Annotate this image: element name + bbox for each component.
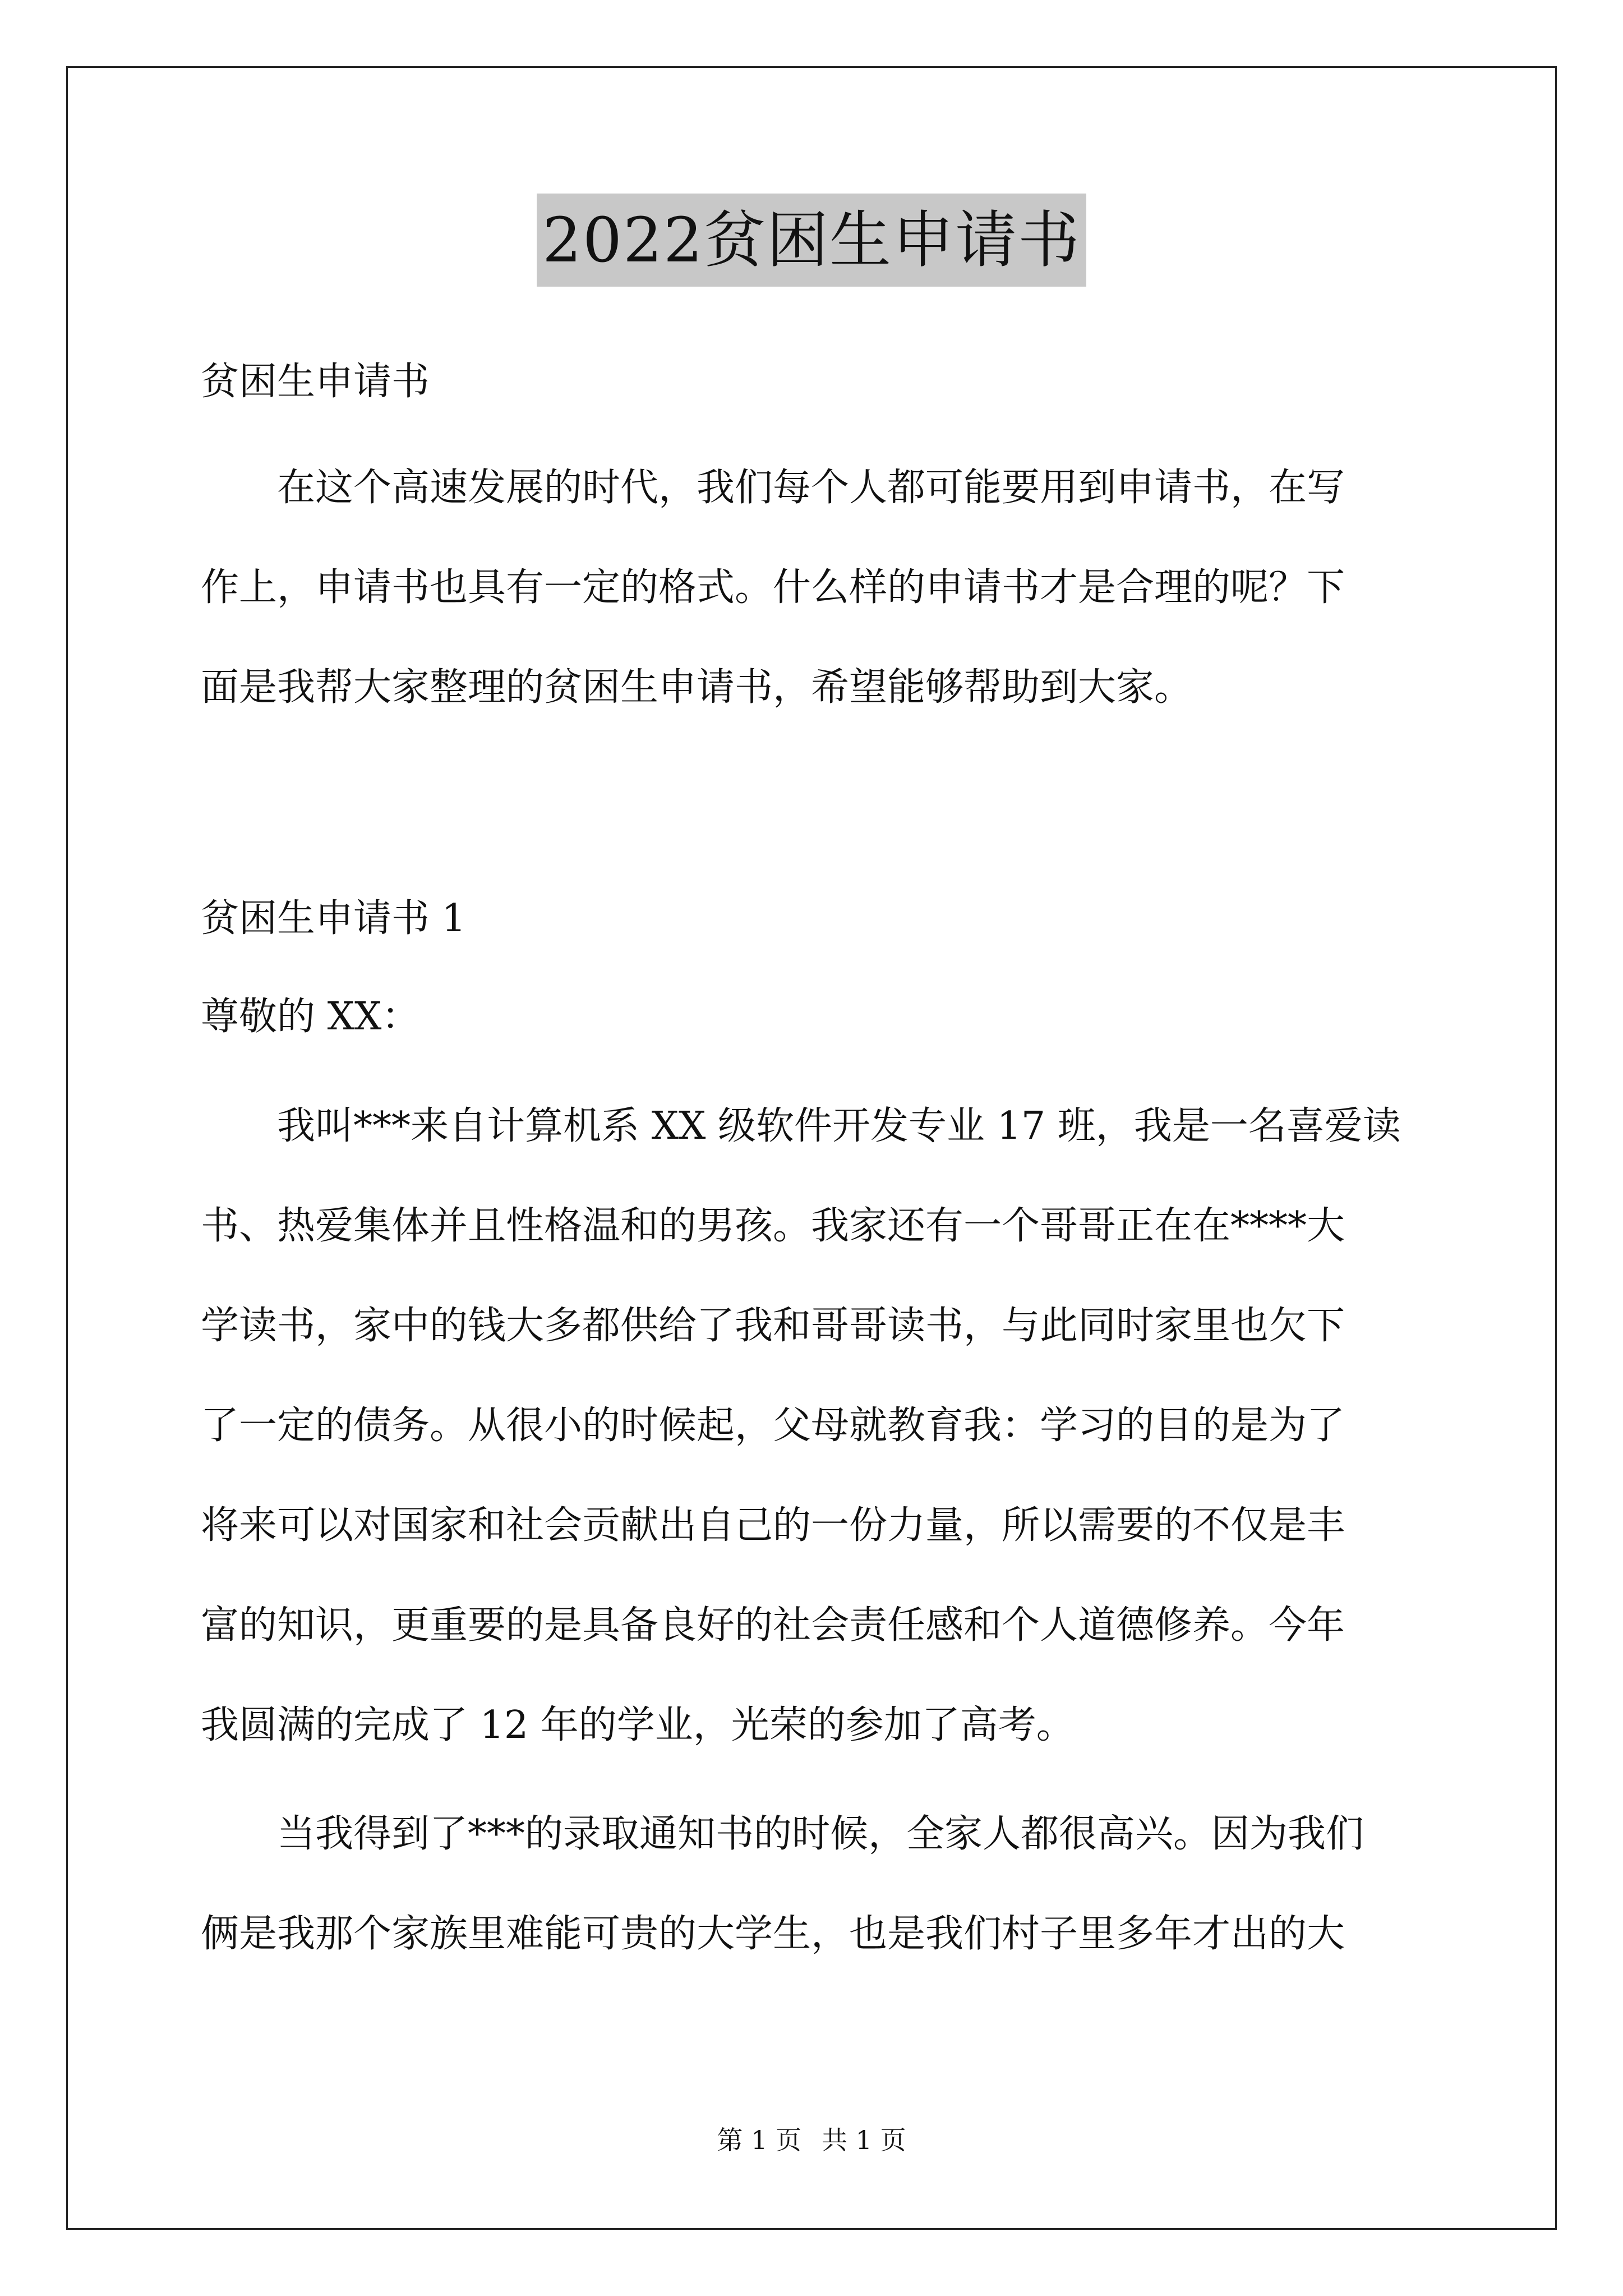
paragraph-line: 当我得到了***的录取通知书的时候，全家人都很高兴。因为我们 (277, 1812, 1364, 1856)
salutation: 尊敬的 XX： (201, 995, 420, 1039)
paragraph-line: 将来可以对国家和社会贡献出自己的一份力量，所以需要的不仅是丰 (201, 1503, 1345, 1548)
intro-line: 作上，申请书也具有一定的格式。什么样的申请书才是合理的呢？下 (201, 565, 1345, 610)
paragraph-line: 我叫***来自计算机系 XX 级软件开发专业 17 班，我是一名喜爱读 (277, 1104, 1401, 1148)
title-container (0, 194, 1623, 287)
paragraph-line: 我圆满的完成了 12 年的学业，光荣的参加了高考。 (201, 1703, 1075, 1747)
paragraph-line: 书、热爱集体并且性格温和的男孩。我家还有一个哥哥正在在****大 (201, 1204, 1345, 1248)
paragraph-line: 了一定的债务。从很小的时候起，父母就教育我：学习的目的是为了 (201, 1404, 1345, 1448)
document-title: 2022贫困生申请书 (537, 194, 1086, 287)
page-total: 共 1 页 (822, 2125, 906, 2155)
page-footer (0, 2123, 1623, 2157)
intro-line: 在这个高速发展的时代，我们每个人都可能要用到申请书，在写 (277, 466, 1345, 510)
paragraph-line: 学读书，家中的钱大多都供给了我和哥哥读书，与此同时家里也欠下 (201, 1304, 1345, 1348)
paragraph-line: 富的知识，更重要的是具备良好的社会责任感和个人道德修养。今年 (201, 1603, 1345, 1648)
section-heading: 贫困生申请书 1 (201, 896, 466, 941)
paragraph-line: 俩是我那个家族里难能可贵的大学生，也是我们村子里多年才出的大 (201, 1912, 1345, 1956)
section-heading: 贫困生申请书 (201, 360, 430, 404)
page-number: 第 1 页 (717, 2125, 801, 2155)
intro-line: 面是我帮大家整理的贫困生申请书，希望能够帮助到大家。 (201, 665, 1193, 710)
